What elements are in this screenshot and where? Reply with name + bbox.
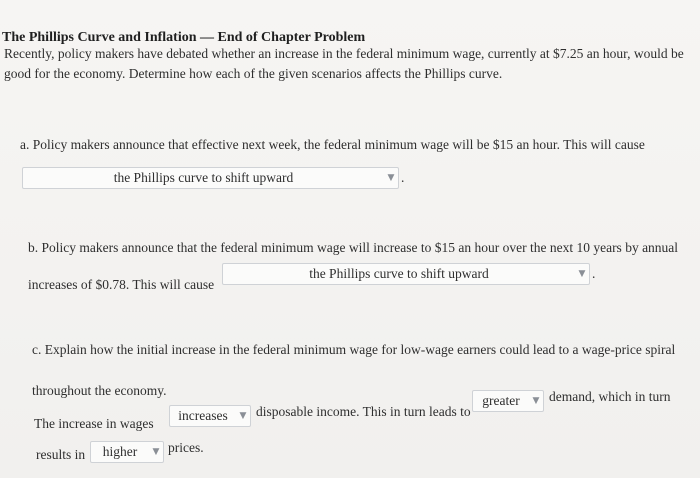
part-c-sentence2-suffix: prices.	[168, 440, 204, 455]
part-a-question: a. Policy makers announce that effective next week, the federal minimum wage will be $15 an hour. This will cause	[20, 137, 645, 152]
chevron-down-icon: ▼	[152, 447, 160, 457]
part-c-sentence2-prefix: results in	[36, 447, 86, 462]
part-c-question-line2: throughout the economy.	[32, 383, 167, 398]
part-a-dropdown[interactable]	[22, 167, 399, 189]
part-c-dropdown-demand-value: greater	[482, 393, 520, 408]
page-title: The Phillips Curve and Inflation — End of Chapter Problem	[2, 30, 366, 45]
part-a-dropdown-value: the Phillips curve to shift upward	[113, 170, 294, 185]
chevron-down-icon: ▼	[239, 411, 247, 421]
part-c-sentence1-prefix: The increase in wages	[34, 416, 154, 431]
part-c-dropdown-income[interactable]	[169, 405, 251, 427]
part-b-question-line1: b. Policy makers announce that the federal minimum wage will increase to $15 an hour over the next 10 years by annual	[28, 240, 679, 255]
part-b-period: .	[592, 266, 596, 281]
part-c-dropdown-income-value: increases	[178, 408, 228, 423]
part-b-dropdown-value: the Phillips curve to shift upward	[309, 266, 489, 281]
part-c-dropdown-demand[interactable]	[472, 390, 544, 412]
part-c-sentence1-middle: disposable income. This in turn leads to	[256, 404, 471, 419]
part-c-question-line1: c. Explain how the initial increase in the federal minimum wage for low-wage earners could lead to a wage-price spiral	[32, 342, 676, 357]
part-c-sentence1-suffix: demand, which in turn	[549, 389, 671, 404]
chevron-down-icon: ▼	[578, 269, 586, 279]
part-b-question-line2: increases of $0.78. This will cause	[28, 277, 215, 292]
part-c-dropdown-prices[interactable]	[90, 441, 164, 463]
chevron-down-icon: ▼	[387, 173, 395, 183]
part-c-dropdown-prices-value: higher	[102, 444, 138, 459]
part-a-period: .	[401, 170, 405, 185]
chevron-down-icon: ▼	[532, 396, 540, 406]
intro-text: Recently, policy makers have debated whether an increase in the federal minimum wage, currently at $7.25 an hour, would be good for the economy. Determine how each of the given scenarios affects the Phillips curve.	[4, 46, 684, 81]
part-b-dropdown[interactable]	[222, 263, 590, 285]
